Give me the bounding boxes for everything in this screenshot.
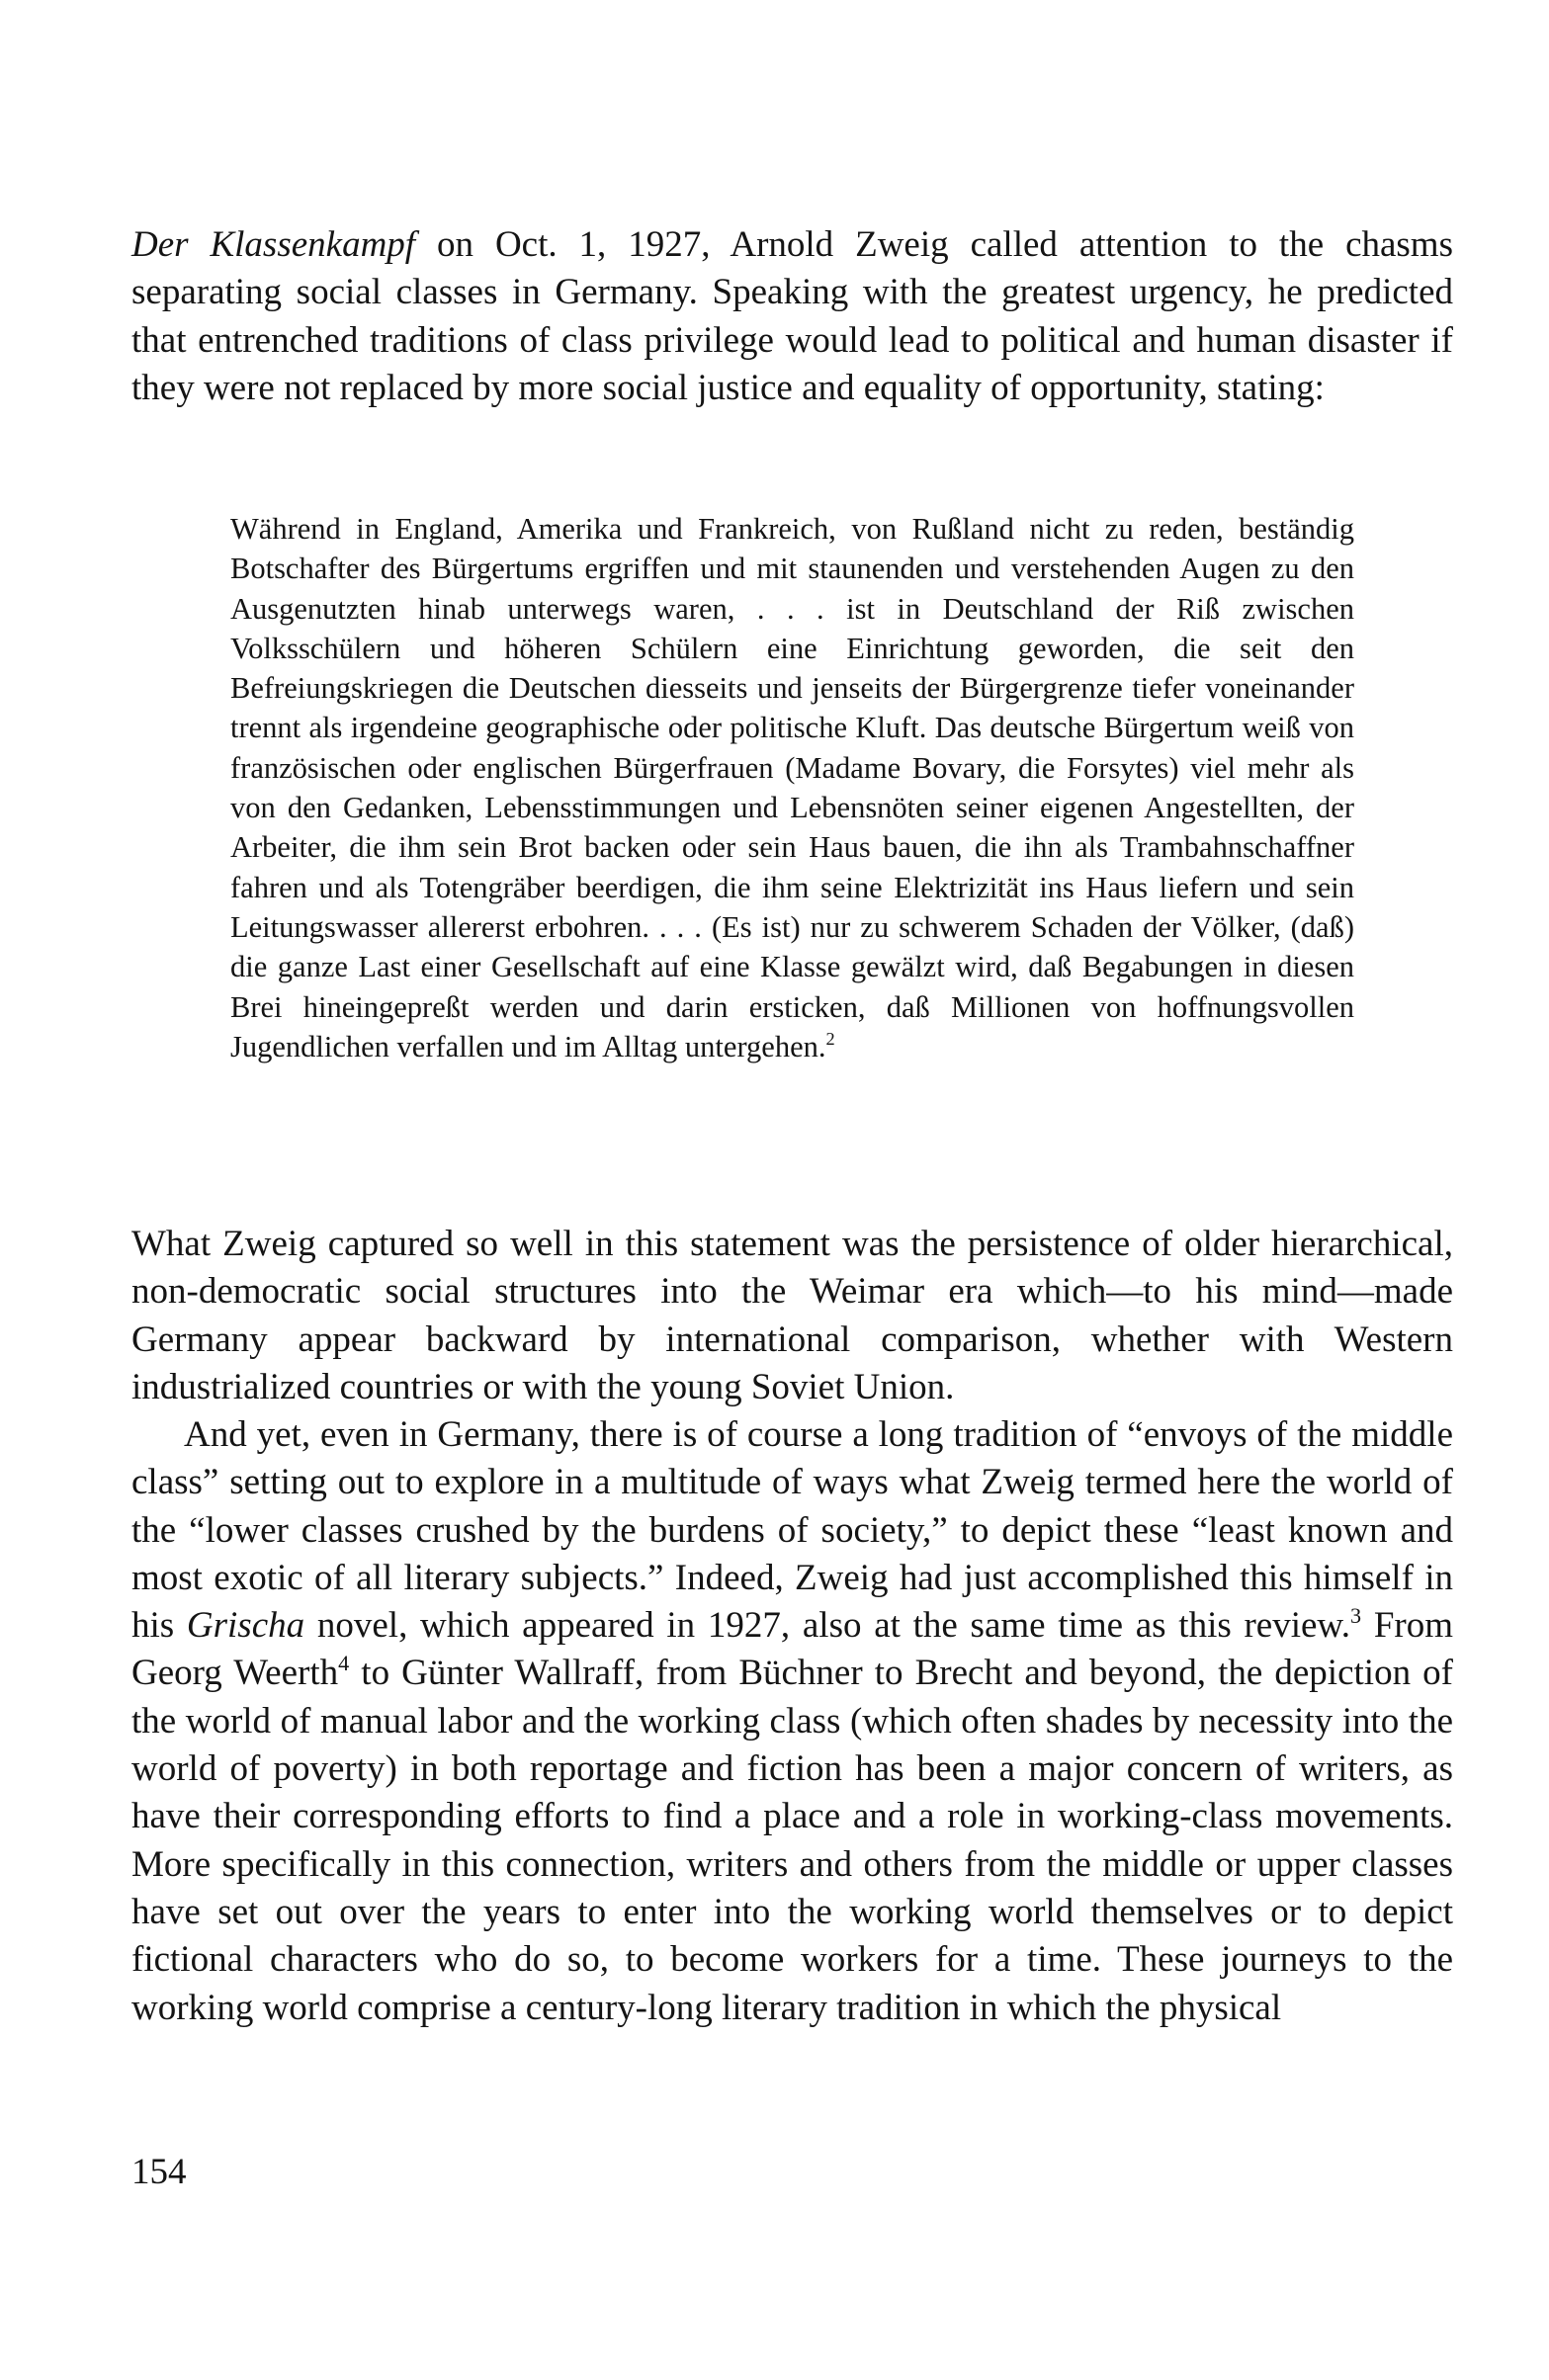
block-quote bbox=[230, 509, 1354, 1066]
paragraph-literary-tradition bbox=[131, 1411, 1453, 2032]
quote-text: Während in England, Amerika und Frankreich, von Rußland nicht zu reden, beständig Botschafter des Bürgertums ergriffen und mit staunenden und verstehenden Augen zu den Ausgenutzten hinab unterwegs waren, . . . ist in Deutschland der Riß zwischen Volksschülern und höheren Schülern eine Einrichtung geworden, die seit den Befreiungskriegen die Deutschen diesseits und jenseits der Bürgergrenze tiefer voneinander trennt als irgendeine geographische oder politische Kluft. Das deutsche Bürgertum weiß von französischen oder englischen Bürgerfrauen (Madame Bovary, die Forsytes) viel mehr als von den Gedanken, Lebensstimmungen und Lebensnöten seiner eigenen Angestellten, der Arbeiter, die ihm sein Brot backen oder sein Haus bauen, die ihn als Trambahnschaffner fahren und als Totengräber beerdigen, die ihm seine Elektrizität ins Haus liefern und sein Leitungswasser allererst erbohren. . . . (Es ist) nur zu schwerem Schaden der Völker, (daß) die ganze Last einer Gesellschaft auf eine Klasse gewälzt wird, daß Begabungen in diesen Brei hineingepreßt werden und darin ersticken, daß Millionen von hoffnungsvollen Jugendlichen verfallen und im Alltag untergehen. bbox=[230, 512, 1354, 1063]
novel-title: Grischa bbox=[186, 1605, 305, 1647]
paragraph-text-part3: From Georg Weerth bbox=[131, 1605, 1453, 1694]
journal-title: Der Klassenkampf bbox=[131, 224, 416, 265]
paragraph-text-part4: to Günter Wallraff, from Büchner to Brecht and beyond, the depiction of the world of manual labor and the working class (which often shades by necessity into the world of poverty) in both reportage and fiction has been a major concern of writers, as have their corresponding efforts to find a place and a role in working-class movements. More specifically in this connection, writers and others from the middle or upper classes have set out over the years to enter into the working world themselves or to depict fictional characters who do so, to become workers for a time. These journeys to the working world comprise a century-long literary tradition in which the physical bbox=[131, 1653, 1453, 2028]
paragraph-text-part2: novel, which appeared in 1927, also at the same time as this review. bbox=[304, 1605, 1350, 1647]
opening-text: on Oct. 1, 1927, Arnold Zweig called attention to the chasms separating social classes in Germany. Speaking with the greatest urgency, he predicted that entrenched traditions of class privilege would lead to political and human disaster if they were not replaced by more social justice and equality of opportunity, stating: bbox=[131, 224, 1453, 408]
footnote-marker-4: 4 bbox=[338, 1651, 350, 1676]
page-number: 154 bbox=[131, 2152, 187, 2192]
paragraph-text-part1: And yet, even in Germany, there is of course a long tradition of “envoys of the middle class” setting out to explore in a multitude of ways what Zweig termed here the world of the “lower classes crushed by the burdens of society,” to depict these “least known and most exotic of all literary subjects.” Indeed, Zweig had just accomplished this himself in his bbox=[131, 1414, 1453, 1647]
opening-paragraph bbox=[131, 221, 1453, 412]
paragraph-zweig-statement: What Zweig captured so well in this statement was the persistence of older hierarchical, non-democratic social structures into the Weimar era which—to his mind—made Germany appear backward by international comparison, whether with Western industrialized countries or with the young Soviet Union. bbox=[131, 1224, 1453, 1407]
footnote-marker-3: 3 bbox=[1350, 1602, 1362, 1628]
footnote-marker-2: 2 bbox=[825, 1028, 835, 1049]
